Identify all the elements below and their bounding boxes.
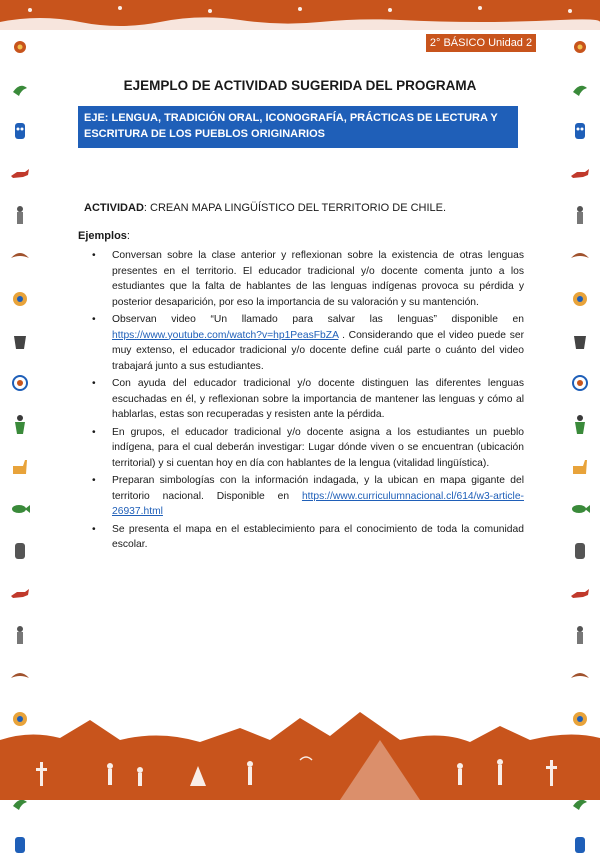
eje-heading-box: EJE: LENGUA, TRADICIÓN ORAL, ICONOGRAFÍA, PRÁCTICAS DE LECTURA Y ESCRITURA DE LOS PUEBLOS ORIGINARIOS [78, 106, 518, 148]
star-flower-icon [569, 288, 591, 310]
person-figure-icon [569, 204, 591, 226]
mask-figure-icon [569, 834, 591, 856]
bullet-icon: • [92, 426, 96, 438]
warrior-figure-icon [569, 414, 591, 436]
condor-bird-icon [9, 666, 31, 688]
figure-mask-icon [569, 540, 591, 562]
top-band-pattern-icon [0, 0, 600, 30]
spiral-figure-icon [9, 372, 31, 394]
bullet-icon: • [92, 475, 96, 486]
sun-flower-icon [9, 36, 31, 58]
list-item: • Conversan sobre la clase anterior y reflexionan sobre la existencia de otras lenguas presentes en el territorio. El educador tradicional y/o docente comenta junto a los estudiantes que la falta de hablantes de las lenguas indígenas provoca su pérdida y posterior desaparición, por eso la importancia de su valoración y su mantención. [92, 250, 524, 308]
warrior-figure-icon [9, 414, 31, 436]
spiral-figure-icon [569, 372, 591, 394]
landscape-mountains-icon [0, 700, 600, 800]
list-item: • Observan video “Un llamado para salvar las lenguas” disponible en https://www.youtube.com/watch?v=hp1PeasFbZA . Considerando que el video puede ser muy extenso, el educador tradicional y/o docente define cuál parte o cuánto del video trabajará junto a sus estudiantes. [92, 314, 524, 372]
actividad-label: ACTIVIDAD [84, 202, 144, 214]
condor-bird-icon [9, 246, 31, 268]
bullet-icon: • [92, 314, 96, 325]
ejemplos-label: Ejemplos: [78, 230, 130, 242]
bullet-icon: • [92, 250, 96, 261]
list-item: • Con ayuda del educador tradicional y/o docente distinguen las diferentes lenguas escuchadas en él, y reflexionan sobre la importancia de mantener las lenguas y cómo al hablarlas, estas son recuperadas y resisten ante la pérdida. [92, 378, 524, 420]
examples-list [86, 246, 524, 555]
person-figure-icon [9, 204, 31, 226]
ejemplos-colon: : [126, 230, 130, 242]
list-item: • En grupos, el educador tradicional y/o docente asigna a los estudiantes un pueblo indígena, para el cual deberán investigar: Lugar dónde viven o se encuentran (ubicación territorial) y si cuentan hoy en día con hablantes de la lengua (vitalidad lingüística). [92, 426, 524, 469]
fox-animal-icon [9, 582, 31, 604]
bullet-icon: • [92, 523, 96, 535]
pot-vessel-icon [9, 330, 31, 352]
grade-unit-badge: 2° BÁSICO Unidad 2 [426, 34, 536, 52]
actividad-text: : CREAN MAPA LINGÜÍSTICO DEL TERRITORIO DE CHILE. [143, 202, 447, 214]
fish-figure-icon [9, 498, 31, 520]
youtube-video-link[interactable]: https://www.youtube.com/watch?v=hp1PeasFbZA [112, 329, 339, 341]
fox-animal-icon [9, 162, 31, 184]
mask-figure-icon [9, 834, 31, 856]
llama-animal-icon [9, 456, 31, 478]
fox-animal-icon [569, 582, 591, 604]
bullet-icon: • [92, 378, 96, 389]
condor-bird-icon [569, 246, 591, 268]
condor-bird-icon [569, 666, 591, 688]
mask-figure-icon [9, 120, 31, 142]
person-figure-icon [569, 624, 591, 646]
fish-figure-icon [569, 498, 591, 520]
fox-animal-icon [569, 162, 591, 184]
pot-vessel-icon [569, 330, 591, 352]
sun-flower-icon [569, 36, 591, 58]
page-title: EJEMPLO DE ACTIVIDAD SUGERIDA DEL PROGRAMA [123, 78, 477, 93]
person-figure-icon [9, 624, 31, 646]
list-item: • Se presenta el mapa en el establecimiento para el conocimiento de toda la comunidad escolar. [92, 523, 524, 550]
top-decorative-band [0, 0, 600, 30]
left-decorative-strip [6, 36, 34, 726]
bottom-landscape-band [0, 700, 600, 800]
figure-mask-icon [9, 540, 31, 562]
list-item: • Preparan simbologías con la información indagada, y la ubican en mapa gigante del territorio nacional. Disponible en https://www.curriculumnacional.cl/614/w3-article-26937.html [92, 475, 524, 517]
actividad-line [84, 202, 446, 214]
star-flower-icon [9, 288, 31, 310]
bird-figure-icon [9, 78, 31, 100]
bird-figure-icon [569, 78, 591, 100]
curriculum-map-link[interactable]: https://www.curriculumnacional.cl/614/w3-article-26937.html [112, 490, 524, 517]
llama-animal-icon [569, 456, 591, 478]
right-decorative-strip [566, 36, 594, 726]
mask-figure-icon [569, 120, 591, 142]
